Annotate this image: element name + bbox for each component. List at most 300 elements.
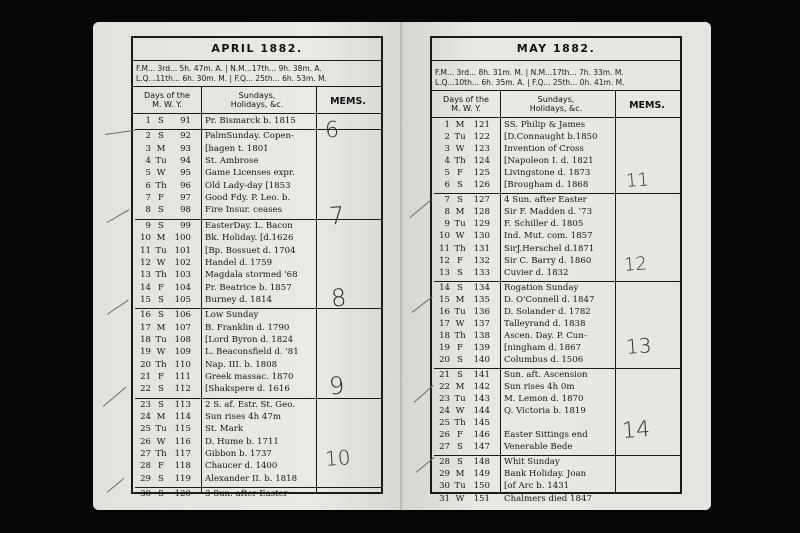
day-of-month: 15 <box>439 294 450 305</box>
day-of-year: 128 <box>473 207 490 218</box>
day-of-month: 26 <box>439 430 450 441</box>
day-note: [Shakspere d. 1616 <box>205 384 290 395</box>
day-note: Fire Insur. ceases <box>205 205 283 216</box>
day-row <box>135 412 381 423</box>
day-note: Rogation Sunday <box>504 282 579 293</box>
day-note: Game Licenses expr. <box>205 168 295 179</box>
day-of-month: 30 <box>439 481 450 492</box>
day-note: Chaucer d. 1400 <box>205 461 278 472</box>
day-note: [Lord Byron d. 1824 <box>205 334 294 345</box>
day-note: D. Solander d. 1782 <box>504 306 591 317</box>
day-of-year: 103 <box>174 270 191 281</box>
day-note: D. Hume b. 1711 <box>205 436 279 447</box>
day-of-week: S <box>457 354 463 365</box>
day-of-week: F <box>457 430 463 441</box>
day-row <box>135 116 381 127</box>
day-of-year: 132 <box>473 255 490 266</box>
day-of-month: 8 <box>444 207 450 218</box>
day-of-week: Tu <box>155 245 167 256</box>
day-of-month: 4 <box>145 156 151 167</box>
day-of-year: 115 <box>174 424 191 435</box>
day-of-year: 145 <box>473 418 490 429</box>
day-of-month: 7 <box>145 193 151 204</box>
day-note: Alexander II. b. 1818 <box>205 473 298 484</box>
week-divider <box>434 281 680 282</box>
day-row <box>135 131 381 142</box>
day-of-month: 22 <box>140 384 151 395</box>
handwritten-week-number: 11 <box>625 169 650 192</box>
april-moon-phases-2: L.Q...11th... 6h. 30m. M. | F.Q... 25th... 6h. 53m. M. <box>136 74 327 83</box>
day-of-year: 97 <box>180 193 191 204</box>
day-note: Gibbon b. 1737 <box>205 449 272 460</box>
day-of-week: M <box>156 322 166 333</box>
pencil-mark <box>107 209 130 223</box>
pocket-diary <box>93 22 711 510</box>
day-row <box>434 319 680 330</box>
day-note: PalmSunday. Copen- <box>205 131 294 142</box>
day-of-year: 129 <box>473 219 490 230</box>
day-row <box>434 307 680 318</box>
day-of-week: Th <box>454 156 466 167</box>
day-note: Sun rises 4h 0m <box>504 382 575 393</box>
april-mems-header: MEMS. <box>330 96 366 107</box>
day-of-month: 29 <box>140 473 151 484</box>
day-row <box>135 270 381 281</box>
day-of-month: 16 <box>140 310 151 321</box>
day-of-week: W <box>156 168 166 179</box>
day-of-week: M <box>455 294 465 305</box>
day-note: Bank Holiday. Joan <box>504 469 587 480</box>
day-of-year: 110 <box>174 359 191 370</box>
day-of-week: S <box>158 294 164 305</box>
day-of-month: 2 <box>444 132 450 143</box>
day-row <box>135 489 381 500</box>
day-of-week: Tu <box>454 481 466 492</box>
day-of-week: F <box>158 372 164 382</box>
day-row <box>135 156 381 167</box>
day-of-year: 123 <box>473 144 490 155</box>
day-of-year: 92 <box>180 131 191 142</box>
day-row <box>434 144 680 155</box>
day-of-month: 18 <box>140 334 151 345</box>
handwritten-week-number: 14 <box>621 417 651 444</box>
day-row <box>135 258 381 269</box>
day-note: Whit Sunday <box>504 457 560 468</box>
day-of-year: 121 <box>473 120 490 130</box>
day-of-month: 5 <box>145 168 151 179</box>
day-of-year: 106 <box>174 310 191 321</box>
day-of-year: 125 <box>473 168 490 179</box>
day-of-month: 13 <box>439 267 450 278</box>
day-of-month: 2 <box>145 131 151 142</box>
day-of-week: M <box>455 469 465 480</box>
day-note: Cuvier d. 1832 <box>504 267 569 278</box>
day-note: 3 Sun. after Easter <box>205 489 288 500</box>
day-of-year: 138 <box>473 330 490 341</box>
week-divider <box>434 455 680 456</box>
day-of-year: 105 <box>174 294 191 305</box>
day-of-week: Tu <box>454 394 466 405</box>
day-of-week: S <box>158 489 164 500</box>
day-of-week: S <box>457 180 463 191</box>
day-of-year: 107 <box>174 322 191 333</box>
day-row <box>434 481 680 492</box>
day-note: Ascen. Day. P. Cun- <box>504 330 587 341</box>
day-of-week: S <box>158 220 164 231</box>
day-of-week: S <box>457 282 463 293</box>
day-of-month: 23 <box>140 399 151 410</box>
day-row <box>135 347 381 358</box>
day-of-month: 19 <box>140 347 151 358</box>
day-of-year: 100 <box>174 233 191 244</box>
day-of-year: 148 <box>473 457 490 468</box>
day-of-week: W <box>455 493 465 504</box>
day-note: Talleyrand d. 1838 <box>504 318 586 329</box>
day-row <box>135 246 381 257</box>
day-of-year: 130 <box>473 231 490 242</box>
pencil-mark <box>107 478 124 493</box>
week-divider <box>135 129 381 130</box>
day-note: Greek massac. 1870 <box>205 372 294 382</box>
day-row <box>434 494 680 505</box>
day-of-year: 131 <box>473 243 490 254</box>
day-of-week: Th <box>454 418 466 429</box>
day-row <box>135 372 381 383</box>
day-row <box>434 120 680 131</box>
day-note: Magdala stormed '68 <box>205 270 298 281</box>
day-of-month: 23 <box>439 394 450 405</box>
day-of-month: 28 <box>140 461 151 472</box>
rule <box>133 60 381 61</box>
day-row <box>434 219 680 230</box>
day-of-year: 118 <box>174 461 191 472</box>
handwritten-week-number: 9 <box>328 371 346 401</box>
day-row <box>434 207 680 218</box>
day-of-month: 28 <box>439 457 450 468</box>
day-of-month: 1 <box>444 120 450 130</box>
day-of-year: 142 <box>473 382 490 393</box>
day-note: Pr. Beatrice b. 1857 <box>205 282 292 293</box>
day-of-month: 17 <box>140 322 151 333</box>
day-row <box>434 442 680 453</box>
pencil-mark <box>410 199 432 218</box>
day-note: 2 S. af. Estr. St. Geo. <box>205 399 295 410</box>
day-of-year: 114 <box>174 412 191 423</box>
day-of-year: 117 <box>174 449 191 460</box>
day-of-month: 9 <box>145 220 151 231</box>
day-of-month: 29 <box>439 469 450 480</box>
week-divider <box>434 193 680 194</box>
day-row <box>434 457 680 468</box>
day-row <box>135 360 381 371</box>
day-of-week: S <box>457 267 463 278</box>
day-note: SS. Philip & James <box>504 120 586 130</box>
april-title: APRIL 1882. <box>211 42 303 55</box>
day-of-month: 21 <box>140 372 151 382</box>
week-divider <box>434 368 680 369</box>
day-row <box>135 400 381 411</box>
april-header-sundays: Sundays, <box>238 91 276 100</box>
may-header-mwy: M. W. Y. <box>451 104 481 113</box>
day-row <box>135 323 381 334</box>
day-note: M. Lemon d. 1870 <box>504 394 584 405</box>
day-note: Venerable Bede <box>504 442 573 453</box>
day-of-year: 134 <box>473 282 490 293</box>
day-of-year: 111 <box>174 372 191 382</box>
day-of-year: 136 <box>473 306 490 317</box>
april-header-mwy: M. W. Y. <box>152 100 182 109</box>
day-of-year: 102 <box>174 257 191 268</box>
day-of-year: 147 <box>473 442 490 453</box>
day-row <box>434 406 680 417</box>
day-of-month: 31 <box>439 493 450 504</box>
day-of-week: Tu <box>155 334 167 345</box>
day-of-year: 151 <box>473 493 490 504</box>
day-of-week: S <box>158 205 164 216</box>
day-note: St. Mark <box>205 424 244 435</box>
day-of-month: 12 <box>140 257 151 268</box>
day-of-week: W <box>156 347 166 358</box>
day-note: F. Schiller d. 1805 <box>504 219 584 230</box>
day-of-year: 141 <box>473 370 490 380</box>
day-of-month: 8 <box>145 205 151 216</box>
day-of-week: Th <box>155 359 167 370</box>
day-of-month: 25 <box>140 424 151 435</box>
day-of-month: 30 <box>140 489 151 500</box>
day-of-month: 24 <box>140 412 151 423</box>
day-note: St. Ambrose <box>205 156 259 167</box>
may-moon-phases-2: L.Q...10th... 6h. 35m. A. | F.Q... 25th... 0h. 41m. M. <box>435 78 625 87</box>
day-of-month: 6 <box>145 180 151 191</box>
day-of-week: Th <box>454 330 466 341</box>
day-of-week: W <box>455 406 465 417</box>
day-of-week: W <box>156 257 166 268</box>
day-note: Sir C. Barry d. 1860 <box>504 255 592 266</box>
april-moon-phases-1: F.M... 3rd... 5h. 47m. A. | N.M...17th... 9h. 38m. A. <box>136 64 322 73</box>
day-of-week: Tu <box>454 132 466 143</box>
day-of-year: 133 <box>473 267 490 278</box>
day-of-month: 7 <box>444 195 450 206</box>
day-of-month: 14 <box>439 282 450 293</box>
pencil-mark <box>107 300 129 315</box>
day-of-month: 15 <box>140 294 151 305</box>
day-of-year: 135 <box>473 294 490 305</box>
day-of-year: 150 <box>473 481 490 492</box>
day-of-month: 11 <box>439 243 450 254</box>
day-of-year: 144 <box>473 406 490 417</box>
day-of-month: 1 <box>145 116 151 126</box>
day-row <box>135 424 381 435</box>
day-of-year: 101 <box>174 245 191 256</box>
day-note: [of Arc b. 1431 <box>504 481 570 492</box>
day-of-month: 10 <box>140 233 151 244</box>
may-title: MAY 1882. <box>516 42 596 55</box>
day-row <box>434 394 680 405</box>
day-of-year: 127 <box>473 195 490 206</box>
day-note: [Bp. Bossuet d. 1704 <box>205 245 296 256</box>
rule <box>432 90 680 91</box>
handwritten-week-number: 6 <box>324 117 340 144</box>
day-of-year: 119 <box>174 473 191 484</box>
day-of-week: Th <box>155 180 167 191</box>
day-of-year: 139 <box>473 342 490 353</box>
day-of-week: S <box>158 310 164 321</box>
day-of-week: S <box>158 473 164 484</box>
day-row <box>135 474 381 485</box>
day-note: Low Sunday <box>205 310 259 321</box>
week-divider <box>135 487 381 488</box>
day-of-month: 17 <box>439 318 450 329</box>
day-of-month: 20 <box>140 359 151 370</box>
day-of-year: 94 <box>180 156 191 167</box>
day-of-month: 10 <box>439 231 450 242</box>
day-of-month: 5 <box>444 168 450 179</box>
day-note: SirJ.Herschel d.1871 <box>504 243 595 254</box>
day-of-year: 143 <box>473 394 490 405</box>
day-of-week: F <box>158 282 164 293</box>
day-row <box>434 295 680 306</box>
day-note: Ind. Mut. com. 1857 <box>504 231 593 242</box>
day-of-year: 104 <box>174 282 191 293</box>
day-of-week: W <box>455 144 465 155</box>
day-row <box>434 132 680 143</box>
day-note: Chalmers died 1847 <box>504 493 592 504</box>
day-row <box>434 156 680 167</box>
day-of-week: F <box>457 255 463 266</box>
day-of-month: 11 <box>140 245 151 256</box>
april-header-holidays: Holidays, &c. <box>230 100 284 109</box>
day-of-week: Tu <box>155 156 167 167</box>
day-note: [Napoleon I. d. 1821 <box>504 156 594 167</box>
day-of-week: S <box>457 195 463 206</box>
rule <box>432 117 680 118</box>
day-note: [hagen t. 1801 <box>205 143 269 154</box>
day-of-year: 140 <box>473 354 490 365</box>
day-note: B. Franklin d. 1790 <box>205 322 290 333</box>
rule <box>133 86 381 87</box>
day-of-week: Tu <box>454 219 466 230</box>
day-of-year: 113 <box>174 399 191 410</box>
day-of-week: M <box>455 382 465 393</box>
day-note: Sun rises 4h 47m <box>205 412 282 423</box>
day-of-year: 98 <box>180 205 191 216</box>
day-of-month: 3 <box>145 143 151 154</box>
day-row <box>135 181 381 192</box>
day-row <box>434 231 680 242</box>
day-of-year: 126 <box>473 180 490 191</box>
day-of-week: Th <box>155 449 167 460</box>
day-of-week: S <box>457 442 463 453</box>
handwritten-week-number: 8 <box>330 283 348 313</box>
day-of-week: F <box>457 342 463 353</box>
day-of-year: 122 <box>473 132 490 143</box>
day-note: [ningham d. 1867 <box>504 342 582 353</box>
day-of-week: M <box>455 207 465 218</box>
day-of-month: 22 <box>439 382 450 393</box>
day-of-month: 16 <box>439 306 450 317</box>
day-note: Invention of Cross <box>504 144 584 155</box>
may-page <box>402 22 711 510</box>
day-note: Livingstone d. 1873 <box>504 168 591 179</box>
day-of-month: 19 <box>439 342 450 353</box>
day-of-week: S <box>158 384 164 395</box>
day-of-week: S <box>457 457 463 468</box>
day-of-week: F <box>457 168 463 179</box>
day-of-month: 20 <box>439 354 450 365</box>
day-of-month: 6 <box>444 180 450 191</box>
day-row <box>434 382 680 393</box>
day-of-week: M <box>455 120 465 130</box>
day-note: Old Lady-day [1853 <box>205 180 291 191</box>
april-page <box>93 22 402 510</box>
day-of-year: 137 <box>473 318 490 329</box>
day-of-week: F <box>158 461 164 472</box>
day-note: L. Beaconsfield d. '81 <box>205 347 299 358</box>
day-note: Columbus d. 1506 <box>504 354 584 365</box>
day-of-year: 96 <box>180 180 191 191</box>
day-of-year: 124 <box>473 156 490 167</box>
day-of-week: F <box>158 193 164 204</box>
day-of-year: 112 <box>174 384 191 395</box>
day-of-week: Th <box>454 243 466 254</box>
handwritten-week-number: 13 <box>625 333 653 359</box>
day-of-month: 12 <box>439 255 450 266</box>
pencil-mark <box>103 387 127 407</box>
handwritten-week-number: 10 <box>324 445 352 471</box>
day-of-week: M <box>156 412 166 423</box>
day-of-week: Th <box>155 270 167 281</box>
day-of-year: 95 <box>180 168 191 179</box>
day-of-week: S <box>158 131 164 142</box>
day-of-week: S <box>158 399 164 410</box>
day-row <box>434 469 680 480</box>
day-of-month: 14 <box>140 282 151 293</box>
day-note: Sun. aft. Ascension <box>504 370 588 380</box>
day-note: Pr. Bismarck b. 1815 <box>205 116 296 126</box>
day-of-month: 27 <box>140 449 151 460</box>
day-of-year: 108 <box>174 334 191 345</box>
day-note: Good Fdy. P. Leo. b. <box>205 193 291 204</box>
day-of-year: 109 <box>174 347 191 358</box>
day-of-week: Tu <box>155 424 167 435</box>
day-of-week: S <box>457 370 463 380</box>
day-of-week: S <box>158 116 164 126</box>
day-of-month: 13 <box>140 270 151 281</box>
day-note: 4 Sun. after Easter <box>504 195 587 206</box>
day-of-year: 93 <box>180 143 191 154</box>
day-of-year: 120 <box>174 489 191 500</box>
day-of-month: 27 <box>439 442 450 453</box>
day-row <box>135 144 381 155</box>
may-moon-phases-1: F.M... 3rd... 8h. 31m. M. | N.M...17th... 7h. 33m. M. <box>435 68 624 77</box>
day-of-month: 9 <box>444 219 450 230</box>
day-of-month: 26 <box>140 436 151 447</box>
day-note: Handel d. 1759 <box>205 257 273 268</box>
day-of-year: 91 <box>180 116 191 126</box>
day-of-month: 24 <box>439 406 450 417</box>
day-row <box>135 193 381 204</box>
day-row <box>434 283 680 294</box>
day-row <box>434 195 680 206</box>
day-of-week: W <box>455 318 465 329</box>
handwritten-week-number: 12 <box>623 253 648 276</box>
day-of-week: M <box>156 143 166 154</box>
may-mems-header: MEMS. <box>629 100 665 111</box>
handwritten-week-number: 7 <box>328 201 346 231</box>
day-note: D. O'Connell d. 1847 <box>504 294 595 305</box>
day-note: [Brougham d. 1868 <box>504 180 589 191</box>
rule <box>133 113 381 114</box>
